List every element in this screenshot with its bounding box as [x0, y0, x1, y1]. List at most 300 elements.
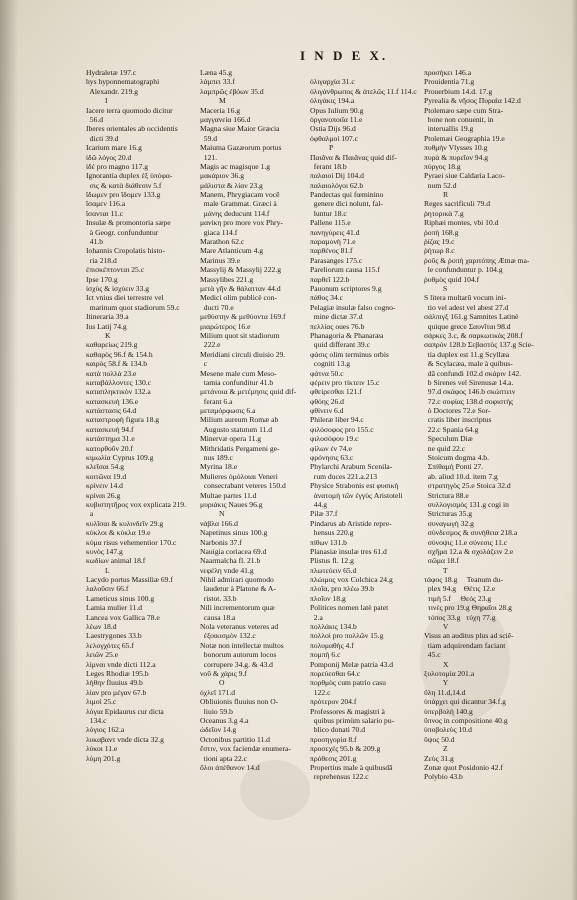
- index-entry: κιμωλία Cyprus 109.g: [86, 453, 154, 463]
- index-entry: hys hyponnematographi: [86, 77, 160, 87]
- index-entry: Ptolemæi Geographia 19.e: [424, 133, 505, 143]
- index-entry: Opus Iulium 90.g: [310, 105, 364, 115]
- index-entry: ab. aliud 10.d. item 7.g: [424, 471, 498, 481]
- index-entry: Maceria 16.g: [200, 105, 241, 115]
- index-entry: blico donati 70.d: [310, 725, 366, 735]
- index-entry: Speculum Diæ: [424, 434, 473, 444]
- index-entry: καταβάλλοντες 130.c: [86, 377, 152, 387]
- index-entry: κατασκευὴ 94.f: [86, 424, 134, 434]
- index-entry: consecrabant veteres 150.d: [200, 481, 286, 491]
- index-entry: φθόης 26.d: [310, 396, 344, 406]
- index-entry: interuallis 19.g: [424, 124, 474, 134]
- index-entry: ὕλη 11.d,14.d: [424, 687, 466, 697]
- index-entry: συλλογισμὸς 131.g cogi in: [424, 499, 509, 509]
- index-entry: ῥίζας 19.c: [424, 237, 455, 247]
- index-entry: 222.e: [200, 340, 221, 350]
- index-entry: πάθος 34.c: [310, 293, 344, 303]
- index-entry: κατάστημα 31.e: [86, 434, 135, 444]
- index-entry: Visus an auditus plus ad sciē-: [424, 631, 514, 641]
- index-entry: Nauigia coriacea 69.d: [200, 546, 267, 556]
- index-entry: Nola veteranus veteres ad: [200, 622, 279, 632]
- index-entry: κυβιστητῆρος vox explicata 219.: [86, 499, 187, 509]
- index-entry: Meridiani circuli diuisio 29.: [200, 349, 286, 359]
- index-entry: Pomponij Melæ patria 43.d: [310, 659, 394, 669]
- index-entry: προσήκει 146.a: [424, 68, 472, 77]
- index-entry: Læna 45.g: [200, 68, 233, 77]
- index-entry: Z: [424, 744, 448, 754]
- index-entry: ἰδῶ λόγος 20.d: [86, 152, 132, 162]
- index-entry: λελογχότες 65.f: [86, 640, 134, 650]
- index-entry: ἴδωμεν pro ἴδομεν 133.g: [86, 190, 161, 200]
- index-entry: Icarium mare 16.g: [86, 143, 142, 153]
- index-entry: μεθύστην & μεθύοντα 169.f: [200, 312, 286, 322]
- index-entry: στρατηγὸς 25.e Stoica 32.d: [424, 481, 511, 491]
- index-entry: νεφέλη vnde 41.g: [200, 565, 254, 575]
- index-entry: nus 189.c: [200, 453, 233, 463]
- index-column-4: [424, 68, 544, 782]
- index-entry: πομπὴ 6.c: [310, 650, 341, 660]
- index-entry: κύκλοι & κύκλα 19.e: [86, 528, 151, 538]
- index-entry: παρθεῖ 122.b: [310, 274, 350, 284]
- index-entry: Notæ non intellectæ multos: [200, 640, 284, 650]
- index-entry: tamia confunditur 41.b: [200, 377, 274, 387]
- index-entry: Phylarchi Arabum Scenila-: [310, 462, 393, 472]
- index-entry: σις & κατὰ διάθεσιν 5.f: [86, 180, 162, 190]
- index-entry: πυθμὴν Vlysses 10.g: [424, 143, 488, 153]
- index-entry: σάρκες 3.c, & σαρκωτικὰς 208.f: [424, 330, 523, 340]
- index-entry: πίθων 131.b: [310, 537, 347, 547]
- index-entry: ristot. 33.b: [200, 593, 237, 603]
- index-entry: κοιτῶνα 19.d: [86, 471, 127, 481]
- index-entry: ria 218.d: [86, 255, 117, 265]
- index-entry: κατὰ πολλὰ 23.e: [86, 368, 137, 378]
- index-entry: genere dici nolunt, fal-: [310, 199, 383, 209]
- index-entry: ferant 18.b: [310, 161, 347, 171]
- index-entry: 59.d: [200, 133, 218, 143]
- index-entry: Milium aureum Romæ ab: [200, 415, 279, 425]
- index-entry: liuio 59.b: [200, 706, 233, 716]
- index-entry: Zonæ quot Posidonio 42.f: [424, 762, 503, 772]
- index-entry: νοῦ & χάρις 9.f: [200, 669, 247, 678]
- index-entry: ῥήτωρ 8.c: [424, 246, 455, 256]
- index-entry: hensus 220.g: [310, 528, 354, 538]
- index-entry: K: [86, 330, 111, 340]
- index-entry: plex 94.g Θέτις 12.e: [424, 584, 496, 594]
- index-entry: ὑπερβολή 140.g: [424, 706, 473, 716]
- index-entry: T: [424, 565, 448, 575]
- index-entry: Παιᾶνα & Παιᾶνας quid dif-: [310, 152, 397, 162]
- index-entry: Lamia mulier 11.d: [86, 603, 143, 613]
- index-entry: μάλιστα & λίαν 23.g: [200, 180, 263, 190]
- index-entry: μυριάκις Naues 96.g: [200, 499, 263, 509]
- index-entry: Iohannis Cropolatis histo-: [86, 246, 165, 256]
- index-entry: 134.c: [86, 715, 107, 725]
- index-column-1: [86, 68, 198, 763]
- index-entry: μάνης deducunt 114.f: [200, 208, 270, 218]
- index-entry: reprehensus 122.c: [310, 772, 369, 782]
- index-entry: Manem, Phrygiacam vocē: [200, 190, 280, 200]
- index-entry: Octonibus partitio 11.d: [200, 734, 270, 744]
- index-entry: S litera multarū vocum ini-: [424, 293, 507, 303]
- index-entry: Obliuionis fluuius non O-: [200, 697, 279, 707]
- index-entry: le confunduntur p. 104.g: [424, 265, 503, 275]
- index-entry: κατάστασις 64.d: [86, 406, 137, 416]
- index-entry: μετὰ γῆν & θάλατταν 44.d: [200, 283, 281, 293]
- index-entry: κατασκευὴ 136.e: [86, 396, 139, 406]
- index-entry: Ipse 170.g: [86, 274, 118, 284]
- index-entry: Propertius male à quibusdā: [310, 762, 393, 772]
- index-entry: πλοῖα, pro πλέω 39.b: [310, 584, 375, 594]
- index-entry: marinum quot stadiorum 59.c: [86, 302, 180, 312]
- index-entry: λίαν pro μέγαν 67.b: [86, 687, 147, 697]
- index-entry: μακάριον 36.g: [200, 171, 245, 181]
- index-entry: σαπρὸν 128.b Σεβαστὸς 137.g Scie-: [424, 340, 534, 350]
- index-entry: ὕπνος in compositione 40.g: [424, 715, 508, 725]
- index-entry: 122.c: [310, 687, 331, 697]
- index-entry: giaca 114.f: [200, 227, 238, 237]
- index-entry: σάλπιγξ 161.g Samnites Latinè: [424, 312, 519, 322]
- index-entry: πανηγύρεις 41.d: [310, 227, 360, 237]
- index-entry: Nihil admirari quomodo: [200, 575, 274, 585]
- index-entry: ἀνατομὴ τῶν ἐγγὺς Aristoteli: [310, 490, 403, 500]
- index-entry: O: [200, 678, 225, 688]
- index-entry: φθείρεσθαι 121.f: [310, 387, 362, 397]
- index-entry: σύνοψις 11.e σύνεσις 11.c: [424, 537, 508, 547]
- index-entry: λόγιος 162.a: [86, 725, 125, 735]
- index-entry: ἰδέ pro magno 117.g: [86, 161, 149, 171]
- index-entry: causa 18.a: [200, 612, 236, 622]
- index-entry: Parasanges 175.c: [310, 255, 363, 265]
- index-entry: κωδίων animal 18.f: [86, 556, 146, 566]
- index-entry: Prouidentia 71.g: [424, 77, 475, 87]
- index-entry: πλοῖον 18.g: [310, 593, 346, 603]
- index-entry: πρότερον 204.f: [310, 697, 357, 707]
- index-entry: προσηγορία 8.f: [310, 734, 357, 744]
- index-entry: Reges sacrificuli 79.d: [424, 199, 491, 209]
- index-entry: tiam adquirendam faciant: [424, 640, 506, 650]
- index-entry: Massylibes 221.g: [200, 274, 254, 284]
- index-entry: πλωτεύειν 65.d: [310, 565, 357, 575]
- index-entry: κατορθοῦν 20.f: [86, 443, 133, 453]
- index-entry: Magna siue Maior Græcia: [200, 124, 280, 134]
- index-entry: Itineraria 39.a: [86, 312, 129, 322]
- index-column-2: [200, 68, 312, 772]
- index-entry: Multae partes 11.d: [200, 490, 257, 500]
- index-entry: laudetur à Platone & A-: [200, 584, 276, 594]
- index-entry: c: [200, 359, 208, 369]
- index-entry: καθαρὸς 96.f & 154.h: [86, 349, 153, 359]
- index-entry: λύμη 201.g: [86, 753, 121, 763]
- index-entry: καθαρείως 219.g: [86, 340, 138, 350]
- index-entry: Milium quot sit stadiorum: [200, 330, 280, 340]
- index-entry: λιμοὶ 25.c: [86, 697, 117, 707]
- index-entry: dā confundi 102.d σκάριν 142.: [424, 368, 522, 378]
- index-entry: Ptolemæo sæpe cum Stra-: [424, 105, 504, 115]
- index-entry: πορεύεσθαι 64.c: [310, 669, 361, 678]
- index-entry: & Scylacæa, male à quibus-: [424, 359, 513, 369]
- page-edge-shadow: [571, 0, 577, 900]
- index-entry: P: [310, 143, 334, 153]
- index-entry: λέων 18.d: [86, 622, 117, 632]
- index-entry: παλαιοὶ Dij 104.d: [310, 171, 364, 181]
- index-entry: Iacere terra quomodo dicitur: [86, 105, 173, 115]
- index-entry: S: [424, 283, 448, 293]
- index-entry: ξυλοτομία 201.a: [424, 669, 475, 678]
- index-entry: ἔστιν, vox faciendæ enumera-: [200, 744, 291, 754]
- index-entry: a: [86, 509, 94, 519]
- index-entry: καταπληκτικὸν 132.a: [86, 387, 151, 397]
- index-entry: κλεῖσαι 54.g: [86, 462, 125, 472]
- index-entry: dicti 39.d: [86, 133, 119, 143]
- index-entry: Ignorantia duplex ἐξ ὑπόφα-: [86, 171, 173, 181]
- index-entry: πολυμαθὴς 4.f: [310, 640, 354, 650]
- index-entry: Hydraletæ 197.c: [86, 68, 137, 77]
- index-entry: φάσις olim terminus orbis: [310, 349, 389, 359]
- index-entry: λίμναι vnde dicti 112.a: [86, 659, 156, 669]
- index-entry: φθίνειν 6.d: [310, 406, 344, 416]
- index-entry: num 52.d: [424, 180, 457, 190]
- index-entry: ὀλιγάνθρωπος & ἀτελῶς 11.f 114.c: [310, 86, 417, 96]
- index-entry: mine dictæ 37.d: [310, 312, 363, 322]
- index-entry: Riphæi montes, vbi 10.d: [424, 218, 499, 228]
- index-entry: ῥοῦς & ῥοπὴ χαριτόπης Ætnæ ma-: [424, 255, 530, 265]
- index-entry: Plistus fl. 12.g: [310, 556, 354, 566]
- index-entry: Naarmalcha fl. 21.b: [200, 556, 261, 566]
- index-entry: τόπος 33.g τύχη 77.g: [424, 612, 496, 622]
- index-entry: ne quid 22.c: [424, 443, 466, 453]
- index-entry: σχῆμα 12.a & σχολάζειν 2.e: [424, 546, 514, 556]
- index-entry: Planasiæ insulæ tres 61.d: [310, 546, 387, 556]
- index-entry: ἐπισκέπτονται 25.c: [86, 265, 145, 275]
- index-entry: λάμπει 33.f: [200, 77, 235, 87]
- index-entry: Phileræ liber 94.c: [310, 415, 364, 425]
- index-entry: Y: [424, 678, 449, 688]
- index-entry: 22.c Spania 64.g: [424, 424, 479, 434]
- index-entry: προσεχές 95.b & 209.g: [310, 744, 381, 754]
- index-entry: ducti 70.e: [200, 302, 234, 312]
- index-entry: bonorum autorum locos: [200, 650, 277, 660]
- index-entry: luntur 18.c: [310, 208, 347, 218]
- index-entry: corrupere 34.g. & 43.d: [200, 659, 273, 669]
- index-entry: Prouerbium 14.d. 17.g: [424, 86, 493, 96]
- index-entry: 2.a: [310, 612, 323, 622]
- index-entry: λειῶν 25.e: [86, 650, 119, 660]
- index-entry: πορθμὸς cum patrio casu: [310, 678, 386, 688]
- index-entry: N: [200, 509, 225, 519]
- index-entry: Pindarus ab Aristide repre-: [310, 518, 392, 528]
- index-entry: Pareliorum causa 115.f: [310, 265, 380, 275]
- index-entry: Augusto statutum 11.d: [200, 424, 273, 434]
- index-entry: φέρειν pro τίκτειν 15.c: [310, 377, 380, 387]
- index-entry: Ius Latij 74.g: [86, 321, 127, 331]
- index-entry: πλώιμος vox Colchica 24.g: [310, 575, 393, 585]
- index-entry: cratis liber inscriptus: [424, 415, 492, 425]
- index-entry: 41.b: [86, 237, 104, 247]
- index-entry: L: [86, 565, 110, 575]
- index-entry: Pandectas qui fœminino: [310, 190, 384, 200]
- index-entry: Mulieres ὁμόλοιαι Veneri: [200, 471, 278, 481]
- index-column-3: [310, 68, 422, 782]
- index-entry: κυλῖσαι & κυλινδεῖν 29.g: [86, 518, 164, 528]
- index-entry: Myrina 18.e: [200, 462, 238, 472]
- index-entry: μαγγανεία 166.d: [200, 114, 251, 124]
- index-entry: 45.c: [424, 650, 441, 660]
- index-entry: ὀλιγάκις 194.a: [310, 96, 355, 106]
- index-entry: tia duplex est 11.g Scyllæa: [424, 349, 510, 359]
- index-entry: Iberes orientales ab occidentis: [86, 124, 178, 134]
- index-entry: Σπίθαμὴ Ponti 27.: [424, 462, 484, 472]
- index-entry: ῥοπὴ 168.g: [424, 227, 459, 237]
- index-entry: ῥητορικὰ 7.g: [424, 208, 464, 218]
- index-entry: ferant 6.a: [200, 396, 233, 406]
- index-entry: ὑποβολεὺς 10.d: [424, 725, 472, 735]
- index-entry: Stricturas 35.g: [424, 509, 473, 519]
- index-entry: νάβλα 166.d: [200, 518, 238, 528]
- index-entry: τάφος 18.g Teanum du-: [424, 575, 504, 585]
- index-entry: πολλοὶ pro πολλῶν 15.g: [310, 631, 384, 641]
- index-entry: πρόθεσις 201.g: [310, 753, 357, 763]
- index-entry: quibus primùm salario pu-: [310, 715, 395, 725]
- index-entry: tio vel adest vel abest 27.d: [424, 302, 509, 312]
- index-entry: I: [86, 96, 108, 106]
- index-entry: Pallene 115.e: [310, 218, 351, 228]
- index-entry: φίλων ἐν 74.e: [310, 443, 352, 453]
- index-entry: φρόνησις 63.c: [310, 453, 354, 463]
- index-entry: πολλάκις 134.b: [310, 622, 357, 632]
- index-entry: Leges Rhodiæ 195.b: [86, 669, 149, 678]
- index-entry: Polybio 43.b: [424, 772, 463, 782]
- index-entry: Pilæ 37.f: [310, 509, 338, 519]
- index-entry: Strictura 88.e: [424, 490, 469, 500]
- index-entry: Laestrygones 33.b: [86, 631, 142, 641]
- index-entry: πύργος 18.g: [424, 161, 461, 171]
- index-entry: ῥυθμὸς quid 104.f: [424, 274, 480, 284]
- index-entry: φάτνα 50.c: [310, 368, 344, 378]
- index-entry: Maiuma Gazæorum portus: [200, 143, 282, 153]
- index-entry: Mithridatis Pergameni ge-: [200, 443, 280, 453]
- index-entry: ἐξοικισμὸν 132.c: [200, 631, 256, 641]
- index-entry: Pelagiæ insulæ falso cogno-: [310, 302, 396, 312]
- index-entry: male Grammat. Græci à: [200, 199, 277, 209]
- index-entry: φιλόσοφος pro 155.c: [310, 424, 374, 434]
- index-entry: V: [424, 622, 449, 632]
- index-entry: rum duces 221.a.213: [310, 471, 378, 481]
- index-entry: φιλοσόφου 19.c: [310, 434, 359, 444]
- index-entry: μιαρώτερος 16.e: [200, 321, 251, 331]
- index-entry: ἰσχὺς & ἰσχύειν 33.g: [86, 283, 150, 293]
- index-entry: b Sirenes vel Sirenusæ 14.a.: [424, 377, 514, 387]
- index-entry: Medici olim publicè con-: [200, 293, 277, 303]
- index-entry: ὅλοι ἀπέθανον 14.d: [200, 762, 260, 772]
- index-entry: 44.g: [310, 499, 328, 509]
- index-entry: Insulæ & promontoria sæpe: [86, 218, 171, 228]
- index-entry: λύκοι 11.e: [86, 744, 118, 754]
- index-entry: καιρὸς 58.f & 134.b: [86, 359, 148, 369]
- index-entry: ὕψος 50.d: [424, 734, 455, 744]
- index-entry: ὀφθαλμοί 107.c: [310, 133, 358, 143]
- index-entry: Pyrealia & νῆσος Πυραία 142.d: [424, 96, 521, 106]
- index-entry: Ζεὺς 31.g: [424, 753, 454, 763]
- index-entry: M: [200, 96, 226, 106]
- index-entry: Alexandr. 219.g: [86, 86, 139, 96]
- index-entry: λυκαβαντ vnde dicta 32.g: [86, 734, 164, 744]
- index-entry: παραμονὴ 71.e: [310, 237, 356, 247]
- index-entry: ὀλιγαρχία 31.c: [310, 77, 355, 87]
- index-entry: ὀχλεῖ 171.d: [200, 687, 236, 697]
- index-entry: πυρὰ & πυρεῖον 94.g: [424, 152, 489, 162]
- index-entry: à Geogr. confunduntur: [86, 227, 159, 237]
- index-entry: λόγια Epidaurus cur dicta: [86, 706, 164, 716]
- index-entry: Narbonis 37.f: [200, 537, 242, 547]
- index-entry: παλαιολόγοι 62.b: [310, 180, 364, 190]
- index-entry: Lameticus sinus 100.g: [86, 593, 155, 603]
- index-entry: bone non conuenit, in: [424, 114, 494, 124]
- index-entry: 56.d: [86, 114, 104, 124]
- index-entry: ἴσαμεν 116.a: [86, 199, 126, 209]
- index-entry: Professores & magistri à: [310, 706, 385, 716]
- index-entry: Mare Atlanticum 4.g: [200, 246, 264, 256]
- index-entry: καταστροφὴ figura 18.g: [86, 415, 160, 425]
- index-entry: Mesene male cum Meso-: [200, 368, 277, 378]
- index-entry: Physice Strabonis est φυσικὴ: [310, 481, 399, 491]
- index-entry: μετάνοια & μετέμησις quid dif-: [200, 387, 297, 397]
- index-entry: λαλοῦσιν 66.f: [86, 584, 129, 594]
- page-title: I N D E X.: [300, 48, 389, 63]
- index-entry: μανίκη pro more vox Phry-: [200, 218, 283, 228]
- index-entry: Ict vnius diei terrestre vel: [86, 293, 164, 303]
- index-entry: μεταμόρφωσις 6.a: [200, 406, 256, 416]
- index-entry: ὀργανοποιΐα 11.e: [310, 114, 363, 124]
- index-entry: 121.: [200, 152, 218, 162]
- index-entry: Lancea vox Gallica 78.e: [86, 612, 160, 622]
- index-entry: Marathon 62.c: [200, 237, 245, 247]
- index-entry: κρίναι 26.g: [86, 490, 121, 500]
- index-entry: τιμὴ 5.f Θεός 23.g: [424, 593, 492, 603]
- index-entry: κρίνειν 14.d: [86, 481, 123, 491]
- index-entry: πελλίας oues 76.b: [310, 321, 365, 331]
- index-entry: Nili incrementorum quæ: [200, 603, 275, 613]
- index-entry: Pyraei siue Caldaria Laco-: [424, 171, 505, 181]
- index-entry: quid differant 39.c: [310, 340, 370, 350]
- index-entry: 97.d σκάφος 146.b σκώπτειν: [424, 387, 516, 397]
- index-entry: 72.c σοφίας 138.d σοφιστὴς: [424, 396, 514, 406]
- index-entry: σῶμα 18.f: [424, 556, 459, 566]
- index-entry: Marinus 39.e: [200, 255, 241, 265]
- index-entry: Lacydo portus Massiliæ 69.f: [86, 575, 173, 585]
- index-entry: ἴσανται 11.c: [86, 208, 124, 218]
- index-entry: Magis ac magisque 1.g: [200, 161, 271, 171]
- index-entry: ὁ Doctores 72.e Sor-: [424, 406, 491, 416]
- index-entry: Phanagoria & Phanaræa: [310, 330, 384, 340]
- index-entry: λήθην fluuius 49.b: [86, 678, 143, 688]
- index-entry: Ostia Dijs 96.d: [310, 124, 356, 134]
- index-entry: Stoicum dogma 4.b.: [424, 453, 489, 463]
- index-entry: R: [424, 190, 449, 200]
- index-entry: ὑπάρχει qui dicantur 34.f.g: [424, 697, 506, 707]
- index-entry: Minervæ opera 11.g: [200, 434, 262, 444]
- index-entry: quique grece Σαυνῖται 98.d: [424, 321, 511, 331]
- index-entry: ὠδεῖον 14.g: [200, 725, 237, 735]
- index-entry: X: [424, 659, 449, 669]
- index-entry: συναγωγὴ 32.g: [424, 518, 474, 528]
- index-entry: tioni apta 22.c: [200, 753, 248, 763]
- index-entry: cogniti 13.g: [310, 359, 351, 369]
- index-entry: Oceanus 3.g 4.a: [200, 715, 249, 725]
- binding-gutter-shadow: [0, 0, 18, 900]
- index-entry: κυνὸς 147.g: [86, 546, 123, 556]
- index-entry: παρθένος 81.f: [310, 246, 353, 256]
- index-entry: Massylij & Massylij 222.g: [200, 265, 282, 275]
